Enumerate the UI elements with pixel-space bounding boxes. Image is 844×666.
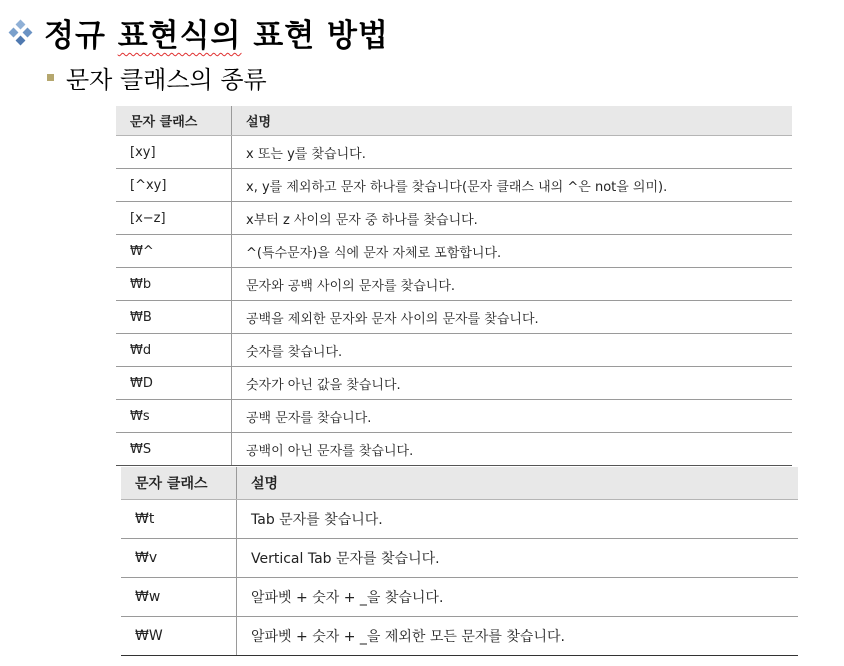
class-description-cell: x부터 z 사이의 문자 중 하나를 찾습니다. bbox=[232, 202, 793, 235]
class-description-cell: Vertical Tab 문자를 찾습니다. bbox=[237, 539, 799, 578]
class-description-cell: 알파벳 + 숫자 + _을 찾습니다. bbox=[237, 578, 799, 617]
table-row bbox=[121, 500, 798, 539]
table-row bbox=[121, 617, 798, 656]
table-row bbox=[116, 268, 792, 301]
slide-subtitle bbox=[47, 60, 267, 95]
class-pattern-cell: [xy] bbox=[116, 136, 232, 169]
class-pattern-cell: ₩t bbox=[121, 500, 237, 539]
slide-title bbox=[6, 10, 389, 55]
character-class-table-1 bbox=[116, 106, 792, 466]
class-pattern-cell: ₩s bbox=[116, 400, 232, 433]
class-pattern-cell: [^xy] bbox=[116, 169, 232, 202]
square-bullet-icon bbox=[47, 74, 54, 81]
class-description-cell: 공백을 제외한 문자와 문자 사이의 문자를 찾습니다. bbox=[232, 301, 793, 334]
class-pattern-cell: [x−z] bbox=[116, 202, 232, 235]
class-pattern-cell: ₩D bbox=[116, 367, 232, 400]
table-row bbox=[116, 301, 792, 334]
diamond-cluster-icon bbox=[6, 18, 36, 48]
table-header-row bbox=[116, 106, 792, 136]
class-description-cell: 숫자가 아닌 값을 찾습니다. bbox=[232, 367, 793, 400]
table-row bbox=[116, 334, 792, 367]
title-underlined-word: 표현식의 bbox=[117, 18, 242, 54]
table-header-row bbox=[121, 467, 798, 500]
character-class-table-2 bbox=[121, 467, 798, 656]
class-description-cell: x 또는 y를 찾습니다. bbox=[232, 136, 793, 169]
column-header-description: 설명 bbox=[232, 106, 793, 136]
table-row bbox=[116, 136, 792, 169]
class-description-cell: 공백이 아닌 문자를 찾습니다. bbox=[232, 433, 793, 466]
title-suffix: 표현 방법 bbox=[241, 18, 389, 54]
title-text bbox=[44, 10, 389, 55]
class-pattern-cell: ₩B bbox=[116, 301, 232, 334]
class-description-cell: 공백 문자를 찾습니다. bbox=[232, 400, 793, 433]
class-pattern-cell: ₩d bbox=[116, 334, 232, 367]
table-row bbox=[116, 367, 792, 400]
class-description-cell: Tab 문자를 찾습니다. bbox=[237, 500, 799, 539]
title-prefix: 정규 bbox=[44, 18, 118, 54]
class-pattern-cell: ₩S bbox=[116, 433, 232, 466]
class-pattern-cell: ₩^ bbox=[116, 235, 232, 268]
table-row bbox=[116, 202, 792, 235]
class-pattern-cell: ₩W bbox=[121, 617, 237, 656]
class-description-cell: 문자와 공백 사이의 문자를 찾습니다. bbox=[232, 268, 793, 301]
class-pattern-cell: ₩v bbox=[121, 539, 237, 578]
table-row bbox=[116, 400, 792, 433]
class-description-cell: ^(특수문자)을 식에 문자 자체로 포함합니다. bbox=[232, 235, 793, 268]
table-row bbox=[116, 169, 792, 202]
class-pattern-cell: ₩w bbox=[121, 578, 237, 617]
table-row bbox=[116, 433, 792, 466]
class-description-cell: 알파벳 + 숫자 + _을 제외한 모든 문자를 찾습니다. bbox=[237, 617, 799, 656]
table-row bbox=[121, 539, 798, 578]
table-row bbox=[116, 235, 792, 268]
class-pattern-cell: ₩b bbox=[116, 268, 232, 301]
column-header-class: 문자 클래스 bbox=[116, 106, 232, 136]
column-header-description: 설명 bbox=[237, 467, 799, 500]
class-description-cell: 숫자를 찾습니다. bbox=[232, 334, 793, 367]
table-row bbox=[121, 578, 798, 617]
subtitle-text: 문자 클래스의 종류 bbox=[66, 66, 267, 94]
column-header-class: 문자 클래스 bbox=[121, 467, 237, 500]
class-description-cell: x, y를 제외하고 문자 하나를 찾습니다(문자 클래스 내의 ^은 not을 의미). bbox=[232, 169, 793, 202]
